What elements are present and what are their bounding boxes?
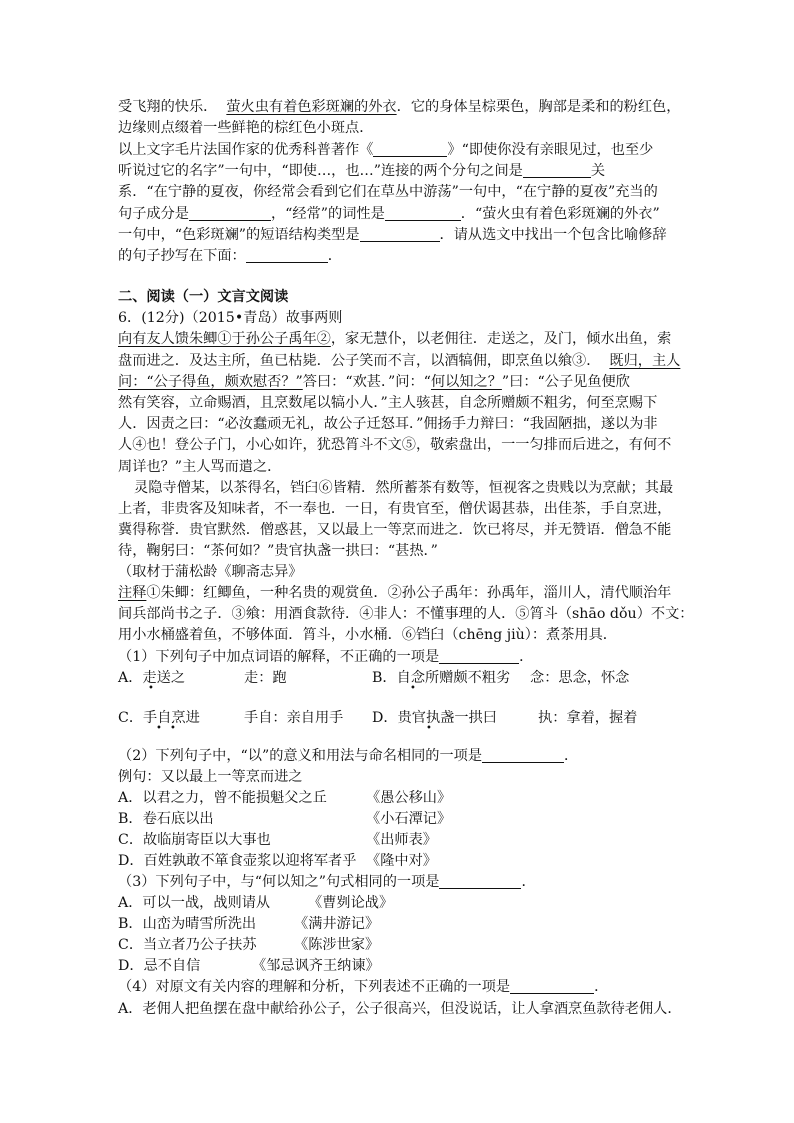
option-source: 《小石潭记》 [366, 811, 452, 827]
passage-line: 边缘则点缀着一些鲜艳的棕红色小斑点． [118, 120, 374, 136]
emphasis-dot: • [170, 723, 176, 734]
option-phrase: 念所赠颇不粗劣 [410, 670, 511, 686]
q5-line [118, 247, 342, 265]
q5-text: ．“萤火虫有着色彩斑斓的外衣” [460, 206, 660, 222]
q5-text: 句子成分是 [118, 206, 189, 222]
story-text: 答曰：“欢甚．”问：“ [302, 374, 431, 390]
option-source: 《隆中对》 [366, 853, 437, 869]
option-c-gloss: 手自：亲自用手 [244, 710, 344, 726]
q5-text: ，“经常”的词性是 [270, 206, 385, 222]
passage-text: 受飞翔的快乐． [118, 99, 218, 115]
story-line: 周详也？”主人骂而遣之． [118, 459, 282, 475]
story-text: 盘而进之．及达主所，鱼已枯毙．公子笑而不言，以酒犒佣，即烹鱼以飨③． [118, 353, 601, 369]
q5-text: 关 [590, 163, 606, 179]
question-text: ． [594, 979, 609, 995]
answer-blank[interactable] [373, 142, 447, 157]
q5-text: 以上文字毛片法国作家的优秀科普著作《 [118, 142, 374, 158]
option-b-gloss: 念：思念，怀念 [530, 670, 630, 686]
option-source: 《满井游记》 [294, 916, 380, 932]
underlined-sentence: 何以知之？ [430, 374, 502, 390]
story-line: 人．因责之曰：“必汝蠢顽无礼，故公子迁怒耳．”佣扬手力辩曰：“我固陋拙，遂以为非 [118, 416, 658, 432]
q5-line [118, 226, 667, 244]
answer-blank[interactable] [439, 649, 519, 664]
option-source: 《出师表》 [366, 832, 437, 848]
passage-text: ．它的身体呈棕栗色，胸部是柔和的粉红色， [396, 99, 681, 115]
note-line [118, 584, 671, 602]
question-text: ． [521, 874, 536, 890]
answer-blank[interactable] [246, 248, 328, 263]
option-a[interactable]: A．老佣人把鱼摆在盘中献给孙公子，公子很高兴，但没说话，让人拿酒烹鱼款待老佣人． [118, 1001, 682, 1017]
note-text: ①朱鲫：红鲫鱼，一种名贵的观赏鱼．②孙公子禹年：孙禹年，淄川人，清代顺治年 [146, 585, 672, 601]
option-source: 《邹忌讽齐王纳谏》 [252, 958, 380, 974]
emphasis-dot: • [410, 683, 416, 694]
answer-blank[interactable] [385, 206, 461, 221]
section-heading: 二、阅读（一）文言文阅读 [118, 289, 289, 305]
subquestion-2 [118, 747, 578, 765]
q5-text: 的句子抄写在下面： [118, 248, 246, 264]
answer-blank[interactable] [439, 874, 521, 889]
story-line [118, 352, 680, 370]
option-b[interactable]: B．山峦为晴雪所洗出 [118, 916, 257, 932]
q5-text: 听说过它的名字”一句中，“即使…，也…”连接的两个分句之间是 [118, 163, 523, 179]
option-a[interactable]: A．可以一战，战则请从 [118, 895, 271, 911]
story-text: ，家无慧仆，以老佣往．走送之，及门，倾水出鱼，索 [330, 331, 672, 347]
q5-line: 系．“在宁静的夏夜，你经常会看到它们在草丛中游荡”一句中，“在宁静的夏夜”充当的 [118, 184, 658, 200]
underlined-sentence: 既归，主人 [609, 353, 681, 369]
answer-blank[interactable] [360, 227, 440, 242]
option-d-gloss: 执：拿着，握着 [538, 710, 638, 726]
story-text: ”曰：“公子见鱼便欣 [501, 374, 630, 390]
option-c[interactable]: C．当立者乃公子扶苏 [118, 937, 257, 953]
option-label: C． [118, 710, 144, 726]
answer-blank[interactable] [482, 748, 564, 763]
option-b[interactable]: B．卷石底以出 [118, 811, 214, 827]
passage-line [118, 98, 680, 116]
question-text: （1）下列句子中加点词语的解释，不正确的一项是 [118, 649, 440, 665]
q5-text: ． [327, 248, 342, 264]
option-phrase: 手自烹进 [143, 710, 200, 726]
option-phrase: 走送之 [142, 670, 186, 686]
underlined-phrase: 萤火虫有着色彩斑斓的外衣 [226, 99, 397, 115]
option-d[interactable]: D．忌不自信 [118, 958, 201, 974]
subquestion-3 [118, 873, 536, 891]
q5-text: ．请从选文中找出一个包含比喻修辞 [439, 227, 667, 243]
q5-line [118, 162, 605, 180]
option-label: B．自 [372, 670, 411, 686]
example-sentence: 例句：又以最上一等烹而进之 [118, 769, 303, 785]
emphasis-dot: • [426, 723, 432, 734]
q5-text: 一句中，“色彩斑斓”的短语结构类型是 [118, 227, 360, 243]
option-source: 《愚公移山》 [366, 790, 452, 806]
underlined-sentence: 向有友人馈朱鲫①于孙公子禹年② [118, 331, 331, 347]
story-line: 冀得称誉．贵官默然．僧惑甚，又以最上一等烹而进之．饮已将尽，并无赞语．僧急不能 [118, 522, 672, 538]
story-line: 待，鞠躬曰：“茶何如？”贵官执盏一拱曰：“甚热．” [118, 543, 438, 559]
option-c[interactable]: C．故临崩寄臣以大事也 [118, 832, 271, 848]
q5-line [118, 205, 660, 223]
answer-blank[interactable] [523, 163, 591, 178]
question-text: ． [564, 748, 579, 764]
option-a[interactable]: A．以君之力，曾不能损魁父之丘 [118, 790, 327, 806]
answer-blank[interactable] [189, 206, 271, 221]
story-line: 灵隐寺僧某，以茶得名，铛臼⑥皆精．然所蓄茶有数等，恒视客之贵贱以为烹献；其最 [134, 480, 674, 496]
story-line: 上者，非贵客及知味者，不一奉也．一日，有贵官至，僧伏谒甚恭，出佳茶，手自烹进， [118, 501, 672, 517]
question-text: （3）下列句子中，与“何以知之”句式相同的一项是 [118, 874, 440, 890]
notes-label: 注释 [118, 585, 147, 601]
note-line: 间兵部尚书之子．③飨：用酒食款待．④非人：不懂事理的人．⑤筲斗（shāo dǒu）不文： [118, 606, 694, 622]
option-label: A． [118, 670, 143, 686]
option-source: 《曹刿论战》 [308, 895, 394, 911]
question-text: ． [519, 649, 534, 665]
emphasis-dot: • [156, 723, 162, 734]
option-source: 《陈涉世家》 [294, 937, 380, 953]
underlined-sentence: 问：“公子得鱼，颇欢慰否？” [118, 374, 303, 390]
story-line [118, 373, 630, 391]
q6-heading: 6．(12分)（2015•青岛）故事两则 [118, 310, 343, 326]
option-label: D．贵官 [372, 710, 426, 726]
q5-line [118, 141, 653, 159]
note-line: 用小水桶盛着鱼，不够体面．筲斗，小水桶．⑥铛臼（chēng jiù）：煮茶用具． [118, 627, 617, 643]
source-citation: （取材于蒲松龄《聊斋志异》 [118, 564, 303, 580]
question-text: （2）下列句子中，“以”的意义和用法与命名相同的一项是 [118, 748, 483, 764]
question-text: （4）对原文有关内容的理解和分析，下列表述不正确的一项是 [118, 979, 511, 995]
answer-blank[interactable] [510, 979, 594, 994]
story-line [118, 330, 671, 348]
story-line: 人④也！登公子门，小心如许，犹恐筲斗不文⑤，敬索盘出，一一匀排而后进之，有何不 [118, 437, 672, 453]
option-phrase: 执盏一拱曰 [425, 710, 497, 726]
option-b[interactable] [372, 669, 510, 687]
emphasis-dot: • [148, 683, 154, 694]
subquestion-1 [118, 648, 533, 666]
option-a-gloss: 走：跑 [244, 670, 287, 686]
story-line: 然有笑容，立命赐酒，且烹数尾以犒小人．”主人骇甚，自念所赠颇不粗劣，何至烹赐下 [118, 395, 658, 411]
option-d[interactable]: D．百姓孰敢不箪食壶浆以迎将军者乎 [118, 853, 357, 869]
q5-text: 》“即使你没有亲眼见过，也至少 [447, 142, 654, 158]
option-d[interactable] [372, 709, 497, 727]
subquestion-4 [118, 978, 608, 996]
